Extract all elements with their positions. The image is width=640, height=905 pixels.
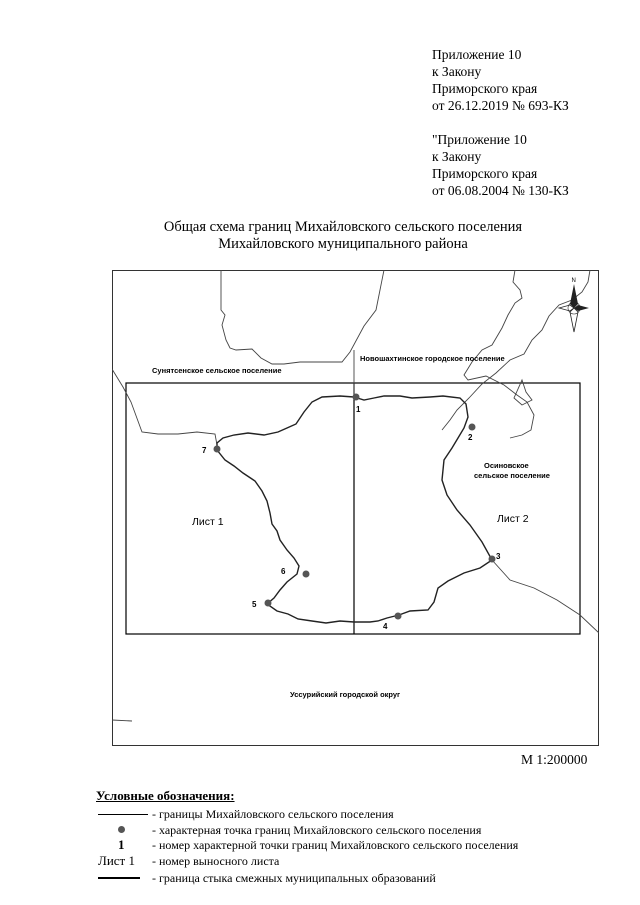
legend-item-sheet-number (96, 853, 616, 869)
header-line: "Приложение 10 (432, 132, 527, 147)
legend-item-junction (96, 870, 616, 886)
legend-symbol-sheet-label: Лист 1 (98, 853, 135, 868)
legend-text: - границы Михайловского сельского поселения (152, 807, 394, 821)
map-title-line-1: Общая схема границ Михайловского сельского поселения (163, 219, 523, 235)
legend-text: - характерная точка границ Михайловского сельского поселения (152, 823, 482, 837)
boundary-point-5 (265, 600, 272, 607)
header-line: к Закону (432, 149, 482, 164)
header-line: Приморского края (432, 81, 538, 96)
legend-symbol-sheet (96, 853, 150, 869)
sheet-frame (126, 383, 580, 634)
point-number-1: 1 (356, 405, 361, 414)
header-line: Приморского края (432, 166, 538, 181)
legend-symbol-junction (96, 870, 150, 886)
boundary-map (112, 270, 599, 746)
point-number-4: 4 (383, 622, 388, 631)
label-osinovka-1: Осиновское (484, 461, 529, 470)
compass-rose-icon (559, 278, 589, 332)
appendix-header-current (432, 46, 569, 114)
label-sunyatsen: Сунятсенское сельское поселение (152, 366, 282, 375)
legend-symbol-number: 1 (118, 837, 125, 852)
legend-item-boundary (96, 806, 616, 822)
boundary-point-3 (489, 556, 496, 563)
boundary-point-7 (214, 446, 221, 453)
appendix-header-original (432, 131, 569, 199)
scale-label: М 1:200000 (521, 752, 588, 767)
legend-symbol-point (96, 822, 150, 838)
label-osinovka-2: сельское поселение (474, 471, 550, 480)
legend-text: - номер выносного листа (152, 854, 280, 868)
point-number-3: 3 (496, 552, 501, 561)
legend-symbol-point-number (96, 837, 150, 853)
boundary-point-1 (353, 394, 360, 401)
map-title-line-2: Михайловского муниципального района (218, 236, 468, 252)
label-ussuriysk: Уссурийский городской округ (290, 690, 401, 699)
point-number-2: 2 (468, 433, 473, 442)
header-line: Приложение 10 (432, 47, 522, 62)
legend-item-point (96, 822, 616, 838)
point-numbers (202, 405, 501, 631)
adjacent-boundaries (112, 270, 599, 721)
legend-text: - номер характерной точки границ Михайловского сельского поселения (152, 838, 519, 852)
point-number-6: 6 (281, 567, 286, 576)
sheet-label-1: Лист 1 (192, 516, 224, 528)
north-label: N (571, 278, 576, 284)
label-novoshakhtinsk: Новошахтинское городское поселение (360, 354, 505, 363)
header-line: от 06.08.2004 № 130-КЗ (432, 183, 569, 198)
sheet-label-2: Лист 2 (497, 513, 529, 525)
boundary-point-2 (469, 424, 476, 431)
legend-item-point-number (96, 837, 616, 853)
boundary-point-4 (395, 613, 402, 620)
point-number-7: 7 (202, 446, 207, 455)
boundary-point-6 (303, 571, 310, 578)
legend-symbol-boundary (96, 806, 150, 822)
legend-title: Условные обозначения: (96, 788, 235, 803)
legend-text: - граница стыка смежных муниципальных образований (152, 871, 436, 885)
header-line: к Закону (432, 64, 482, 79)
header-line: от 26.12.2019 № 693-КЗ (432, 98, 569, 113)
point-number-5: 5 (252, 600, 257, 609)
